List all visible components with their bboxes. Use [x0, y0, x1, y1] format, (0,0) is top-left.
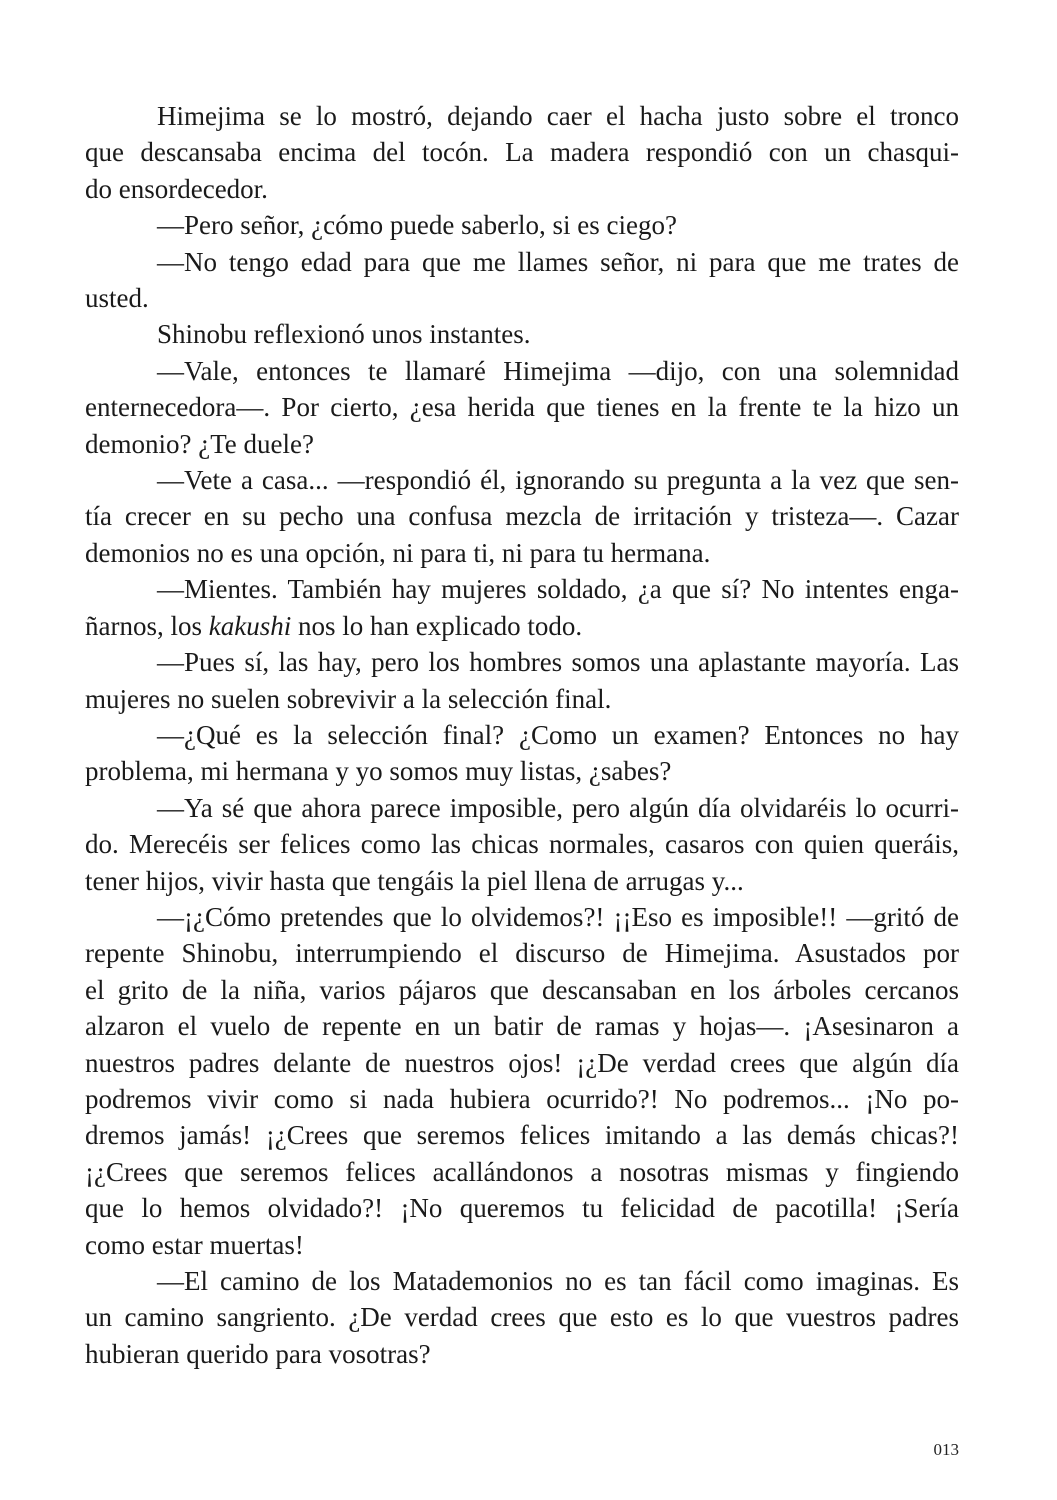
text-line: —Pues sí, las hay, pero los hombres somos una aplastante mayoría. Las: [157, 647, 959, 678]
text-line: nuestros padres delante de nuestros ojos! ¡¿De verdad crees que algún día: [85, 1047, 959, 1078]
text-segment: —Mientes. También hay mujeres soldado, ¿a que sí? No intentes enga-: [157, 574, 959, 605]
text-line: demonio? ¿Te duele?: [85, 428, 314, 459]
text-line: do. Merecéis ser felices como las chicas normales, casaros con quien queráis,: [85, 829, 959, 860]
text-line: hubieran querido para vosotras?: [85, 1338, 431, 1369]
text-line: tía crecer en su pecho una confusa mezcla de irritación y tristeza—. Cazar: [85, 501, 959, 532]
text-line: do ensordecedor.: [85, 173, 268, 204]
text-line: [121, 571, 959, 607]
text-line: que lo hemos olvidado?! ¡No queremos tu felicidad de pacotilla! ¡Sería: [85, 1193, 959, 1224]
paragraph: [85, 899, 959, 1263]
paragraph: [85, 790, 959, 899]
paragraph: [85, 571, 959, 644]
paragraph: [85, 244, 959, 317]
text-segment: nos lo han explicado todo.: [291, 610, 583, 641]
text-line: alzaron el vuelo de repente en un batir de ramas y hojas—. ¡Asesinaron a: [85, 1011, 959, 1042]
text-line: —Vale, entonces te llamaré Himejima —dijo, con una solemnidad: [157, 355, 959, 386]
text-line: tener hijos, vivir hasta que tengáis la piel llena de arrugas y...: [85, 865, 744, 896]
text-line: —¿Qué es la selección final? ¿Como un examen? Entonces no hay: [157, 719, 959, 750]
page-number: 013: [933, 1440, 959, 1459]
paragraph: [85, 717, 959, 790]
text-line: mujeres no suelen sobrevivir a la selección final.: [85, 683, 612, 714]
text-line: —No tengo edad para que me llames señor, ni para que me trates de: [157, 246, 959, 277]
text-line: dremos jamás! ¡¿Crees que seremos felices imitando a las demás chicas?!: [85, 1120, 959, 1151]
text-line: usted.: [85, 283, 149, 314]
text-line: que descansaba encima del tocón. La madera respondió con un chasqui-: [85, 137, 959, 168]
paragraph: [85, 98, 959, 207]
text-line: [85, 608, 959, 644]
text-segment: ñarnos, los: [85, 610, 209, 641]
text-line: —El camino de los Matademonios no es tan fácil como imaginas. Es: [157, 1266, 959, 1296]
text-line: un camino sangriento. ¿De verdad crees que esto es lo que vuestros padres: [85, 1302, 959, 1333]
text-line: —Vete a casa... —respondió él, ignorando su pregunta a la vez que sen-: [157, 465, 959, 496]
paragraph: [121, 316, 959, 352]
text-line: problema, mi hermana y yo somos muy listas, ¿sabes?: [85, 756, 672, 787]
paragraph: [85, 462, 959, 571]
text-line: podremos vivir como si nada hubiera ocurrido?! No podremos... ¡No po-: [85, 1083, 959, 1114]
page-body: [85, 98, 959, 1372]
text-line: —Pero señor, ¿cómo puede saberlo, si es ciego?: [157, 210, 678, 241]
paragraph: [85, 1263, 959, 1372]
text-line: —¡¿Cómo pretendes que lo olvidemos?! ¡¡Eso es imposible!! —gritó de: [157, 901, 959, 932]
text-line: Himejima se lo mostró, dejando caer el hacha justo sobre el tronco: [157, 101, 959, 131]
text-line: como estar muertas!: [85, 1229, 304, 1260]
text-line: repente Shinobu, interrumpiendo el discurso de Himejima. Asustados por: [85, 938, 959, 969]
text-line: el grito de la niña, varios pájaros que descansaban en los árboles cercanos: [85, 974, 959, 1005]
text-line: —Ya sé que ahora parece imposible, pero algún día olvidaréis lo ocurri-: [157, 792, 959, 823]
text-line: ¡¿Crees que seremos felices acallándonos a nosotras mismas y fingiendo: [85, 1156, 959, 1187]
paragraph: [85, 353, 959, 462]
paragraph: [85, 644, 959, 717]
paragraph: [121, 207, 959, 243]
text-line: enternecedora—. Por cierto, ¿esa herida que tienes en la frente te la hizo un: [85, 392, 959, 423]
text-line: Shinobu reflexionó unos instantes.: [157, 319, 531, 350]
text-line: demonios no es una opción, ni para ti, ni para tu hermana.: [85, 537, 711, 568]
italic-term: kakushi: [208, 610, 292, 641]
